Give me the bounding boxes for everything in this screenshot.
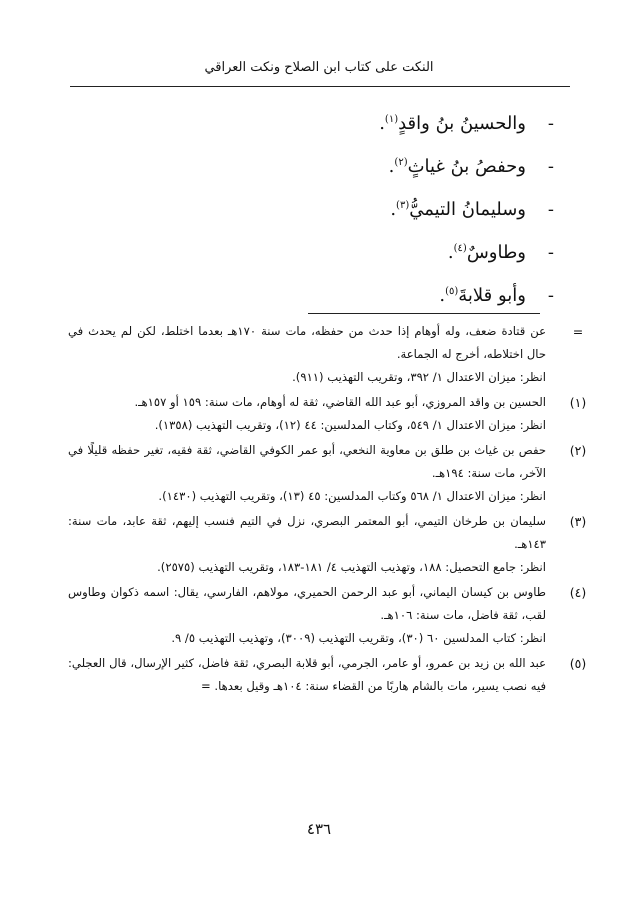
footnote-number: (٤) xyxy=(569,585,587,600)
footnote-text: عبد الله بن زيد بن عمرو، أو عامر، الجرمي، أبو قلابة البصري، ثقة فاضل، كثير الإرسال، قال العجلي: فيه نصب يسير، مات بالشام هاربًا من القضاء سنة: ١٠٤هـ وقيل بعدها. = xyxy=(68,656,546,693)
footnote-reference: انظر: كتاب المدلسين ٦٠ (٣٠)، وتقريب التهذيب (٣٠٠٩)، وتهذيب التهذيب ٥/ ٩. xyxy=(171,631,546,645)
footnote-text: عن قتادة ضعف، وله أوهام إذا حدث من حفظه، مات سنة ١٧٠هـ بعدما اختلط، لكن لم يحدث في حال اختلاطه، أخرج له الجماعة. xyxy=(68,324,546,361)
narrator-name: وسليمانُ التيميُّ xyxy=(409,199,526,220)
footnotes xyxy=(68,320,587,700)
list-item xyxy=(134,227,554,270)
footnote-1 xyxy=(68,391,587,437)
period: . xyxy=(388,156,395,177)
narrator-name: والحسينُ بنُ واقدٍ xyxy=(398,113,526,134)
footnote-reference: انظر: ميزان الاعتدال ١/ ٥٤٩، وكتاب المدلسين: ٤٤ (١٢)، وتقريب التهذيب (١٣٥٨). xyxy=(154,418,546,432)
dash: - xyxy=(547,285,554,306)
dash: - xyxy=(547,199,554,220)
period: . xyxy=(439,285,446,306)
footnote-ref: (٤) xyxy=(453,243,467,254)
footnote-text: الحسين بن واقد المروزي، أبو عبد الله القاضي، ثقة له أوهام، مات سنة: ١٥٩ أو ١٥٧هـ. xyxy=(134,395,546,409)
footnote-separator xyxy=(308,313,540,314)
narrators-list xyxy=(134,98,554,313)
footnote-number: = xyxy=(572,324,584,339)
footnote-ref: (٥) xyxy=(445,286,459,297)
footnote-reference: انظر: جامع التحصيل: ١٨٨، وتهذيب التهذيب ٤/ ١٨١-١٨٣، وتقريب التهذيب (٢٥٧٥). xyxy=(157,560,546,574)
list-item xyxy=(134,184,554,227)
period: . xyxy=(390,199,397,220)
running-header: النكت على كتاب ابن الصلاح ونكت العراقي xyxy=(204,60,434,75)
footnote-text: طاوس بن كيسان اليماني، أبو عبد الرحمن الحميري، مولاهم، الفارسي، يقال: اسمه ذكوان وطاوس لقب، ثقة فاضل، مات سنة: ١٠٦هـ. xyxy=(68,585,546,622)
footnote-text: حفص بن غياث بن طلق بن معاوية النخعي، أبو عمر الكوفي القاضي، ثقة فقيه، تغير حفظه قليلًا في الآخر، مات سنة: ١٩٤هـ. xyxy=(68,443,546,480)
narrator-name: وحفصُ بنُ غياثٍ xyxy=(407,156,526,177)
footnote-reference: انظر: ميزان الاعتدال ١/ ٣٩٢، وتقريب التهذيب (٩١١). xyxy=(292,370,546,384)
dash: - xyxy=(547,113,554,134)
footnote-ref: (١) xyxy=(384,114,399,125)
footnote-3 xyxy=(68,510,587,579)
footnote-4 xyxy=(68,581,587,650)
footnote-continued xyxy=(68,320,584,389)
period: . xyxy=(379,113,385,134)
list-item xyxy=(134,141,554,184)
list-item xyxy=(134,98,554,141)
footnote-reference: انظر: ميزان الاعتدال ١/ ٥٦٨ وكتاب المدلسين: ٤٥ (١٣)، وتقريب التهذيب (١٤٣٠). xyxy=(158,489,546,503)
footnote-number: (٢) xyxy=(569,443,587,458)
dash: - xyxy=(547,156,554,177)
footnote-5 xyxy=(68,652,587,698)
narrator-name: وأبو قلابةَ xyxy=(458,285,526,306)
period: . xyxy=(447,242,454,263)
footnote-number: (٥) xyxy=(569,656,587,671)
footnote-number: (٣) xyxy=(569,514,587,529)
footnote-ref: (٢) xyxy=(394,157,408,168)
footnote-text: سليمان بن طرخان التيمي، أبو المعتمر البصري، نزل في التيم فنسب إليهم، ثقة عابد، مات سنة: ١٤٣هـ. xyxy=(68,514,546,551)
footnote-ref: (٣) xyxy=(396,200,410,211)
footnote-2 xyxy=(68,439,587,508)
list-item xyxy=(134,270,554,313)
header-rule xyxy=(70,86,570,87)
page-number: ٤٣٦ xyxy=(306,820,332,838)
dash: - xyxy=(547,242,554,263)
footnote-number: (١) xyxy=(569,395,587,410)
narrator-name: وطاوسٌ xyxy=(466,242,526,263)
